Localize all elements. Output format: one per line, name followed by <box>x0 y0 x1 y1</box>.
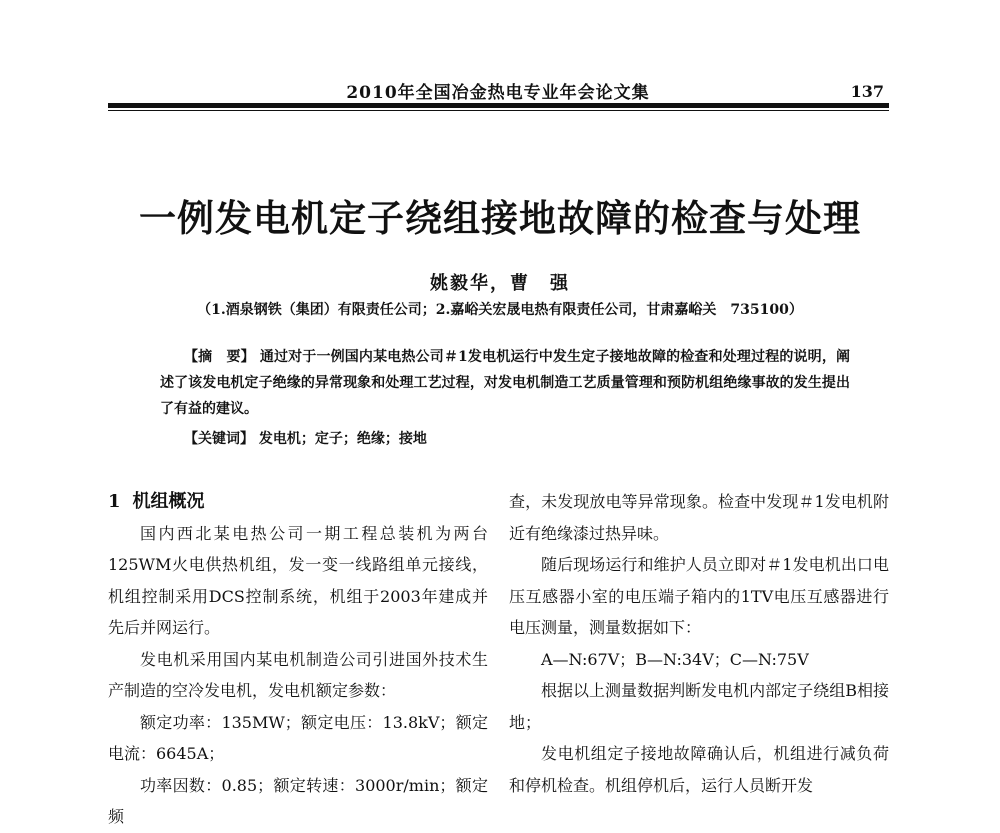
abstract-text: 通过对于一例国内某电热公司＃1发电机运行中发生定子接地故障的检查和处理过程的说明，阐述了该发电机定子绝缘的异常现象和处理工艺过程，对发电机制造工艺质量管理和预防机组绝缘事故的发生提出了有益的建议。 <box>160 349 851 417</box>
header-rule-thick <box>108 103 889 108</box>
body-paragraph: 额定功率：135MW；额定电压：13.8kV；额定电流：6645A； <box>108 712 488 763</box>
affiliation: （1.酒泉钢铁（集团）有限责任公司；2.嘉峪关宏晟电热有限责任公司，甘肃嘉峪关 735100） <box>197 302 803 318</box>
body-paragraph: 发电机采用国内某电机制造公司引进国外技术生产制造的空冷发电机，发电机额定参数： <box>108 649 488 700</box>
section-number: 1 <box>108 491 121 512</box>
body-paragraph: 查，未发现放电等异常现象。检查中发现＃1发电机附近有绝缘漆过热异味。 <box>509 492 889 543</box>
journal-title: 2010年全国冶金热电专业年会论文集 <box>346 83 650 103</box>
body-paragraph: 国内西北某电热公司一期工程总装机为两台125WM火电供热机组，发一变一线路组单元接线，机组控制采用DCS控制系统，机组于2003年建成并先后并网运行。 <box>108 523 488 637</box>
measurement-data: A—N:67V；B—N:34V；C—N:75V <box>541 649 809 669</box>
keywords <box>184 428 427 448</box>
abstract <box>160 344 850 422</box>
body-paragraph: 根据以上测量数据判断发电机内部定子绕组B相接地； <box>509 681 889 732</box>
keywords-label: 【关键词】 <box>184 431 254 447</box>
left-column <box>108 486 488 833</box>
section-heading <box>108 486 488 518</box>
keywords-text: 发电机；定子；绝缘；接地 <box>258 431 427 447</box>
paper-title: 一例发电机定子绕组接地故障的检查与处理 <box>139 196 861 240</box>
abstract-label: 【摘 要】 <box>184 349 255 365</box>
body-paragraph: 随后现场运行和维护人员立即对＃1发电机出口电压互感器小室的电压端子箱内的1TV电压互感器进行电压测量，测量数据如下： <box>509 555 889 637</box>
authors: 姚毅华，曹 强 <box>430 273 570 294</box>
running-head <box>108 74 888 102</box>
right-column <box>509 486 889 801</box>
body-paragraph: 发电机组定子接地故障确认后，机组进行减负荷和停机检查。机组停机后，运行人员断开发 <box>509 744 889 795</box>
body-paragraph: 功率因数：0.85；额定转速：3000r/min；额定频 <box>108 775 488 826</box>
page-number: 137 <box>850 82 884 101</box>
header-rule-thin <box>108 110 889 111</box>
section-title: 机组概况 <box>132 491 205 512</box>
